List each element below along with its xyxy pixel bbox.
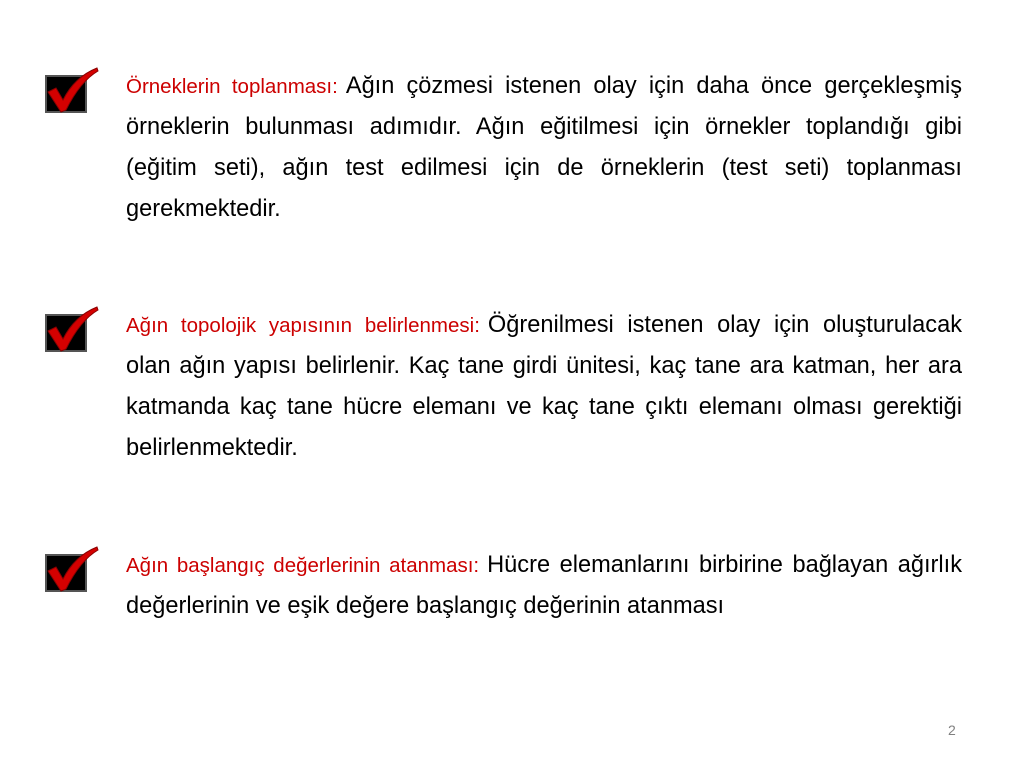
bullet-text [126, 545, 962, 627]
bullet-heading: Ağın topolojik yapısının belirlenmesi: [126, 314, 480, 337]
bullet-text [126, 305, 962, 469]
bullet-body: Ağın çözmesi istenen olay için daha önce gerçekleşmiş örneklerin bulunması adımıdır. Ağın eğitilmesi için örnekler toplandığı gibi (eğitim seti), ağın test edilmesi için de örneklerin (test seti) toplanması gerekmektedir. [126, 73, 962, 222]
bullet-heading: Ağın başlangıç değerlerinin atanması: [126, 554, 480, 577]
bullet-body: Hücre elemanlarını birbirine bağlayan ağırlık değerlerinin ve eşik değere başlangıç değerinin atanması [126, 552, 963, 619]
checkmark-icon [42, 305, 100, 355]
page-number: 2 [948, 722, 956, 738]
checkmark-icon [42, 545, 100, 595]
bullet-heading: Örneklerin toplanması: [126, 75, 338, 98]
bullet-body: Öğrenilmesi istenen olay için oluşturulacak olan ağın yapısı belirlenir. Kaç tane girdi ünitesi, kaç tane ara katman, her ara katmanda kaç tane hücre elemanı ve kaç tane çıktı elemanı olması gerektiği belirlenmektedir. [126, 312, 962, 461]
checkmark-icon [42, 66, 100, 116]
bullet-text [126, 66, 962, 230]
